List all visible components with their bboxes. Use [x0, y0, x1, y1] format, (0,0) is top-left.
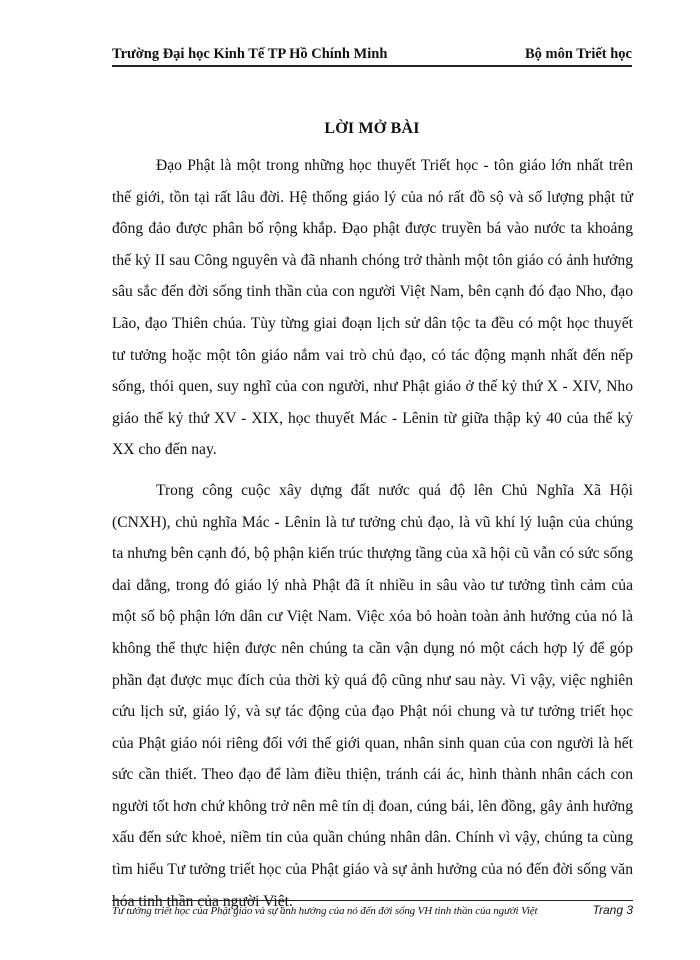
- page-number: Trang 3: [592, 903, 633, 917]
- header-department: Bộ môn Triết học: [524, 46, 632, 62]
- page-header: [112, 43, 632, 67]
- page-footer: [112, 900, 633, 918]
- body-text: [112, 150, 633, 917]
- header-university: Trường Đại học Kinh Tế TP Hồ Chính Minh: [112, 46, 388, 62]
- paragraph-2: Trong công cuộc xây dựng đất nước quá độ lên Chủ Nghĩa Xã Hội (CNXH), chủ nghĩa Mác - Lênin là tư tưởng chủ đạo, là vũ khí lý luận của chúng ta nhưng bên cạnh đó, bộ phận kiến trúc thượng tầng của xã hội cũ vẫn có sức sống dai dẳng, trong đó giáo lý nhà Phật đã ít nhiều in sâu vào tư tưởng tình cảm của một số bộ phận lớn dân cư Việt Nam. Việc xóa bỏ hoàn toàn ảnh hưởng của nó là không thể thực hiện được nên chúng ta cần vận dụng nó một cách hợp lý để góp phần đạt được mục đích của thời kỳ quá độ cũng như sau này. Vì vậy, việc nghiên cứu lịch sử, giáo lý, và sự tác động của đạo Phật nói chung và tư tưởng triết học của Phật giáo nói riêng đối với thế giới quan, nhân sinh quan của con người là hết sức cần thiết. Theo đạo để làm điều thiện, tránh cái ác, hình thành nhân cách con người tốt hơn chứ không trở nên mê tín dị đoan, cúng bái, lên đồng, gây ảnh hưởng xấu đến sức khoẻ, niềm tin của quần chúng nhân dân. Chính vì vậy, chúng ta cùng tìm hiểu Tư tưởng triết học của Phật giáo và sự ảnh hưởng của nó đến đời sống văn hóa tinh thần của người Việt.: [112, 481, 633, 910]
- footer-document-title: Tư tưởng triết học của Phật giáo và sự ảnh hưởng của nó đến đời sống VH tinh thần của người Việt: [112, 905, 538, 917]
- section-title: LỜI MỞ BÀI: [324, 120, 420, 137]
- paragraph-1: Đạo Phật là một trong những học thuyết Triết học - tôn giáo lớn nhất trên thế giới, tồn tại rất lâu đời. Hệ thống giáo lý của nó rất đồ sộ và số lượng phật tử đông đảo được phân bố rộng khắp. Đạo phật được truyền bá vào nước ta khoảng thế kỷ II sau Công nguyên và đã nhanh chóng trở thành một tôn giáo có ảnh hưởng sâu sắc đến đời sống tinh thần của con người Việt Nam, bên cạnh đó đạo Nho, đạo Lão, đạo Thiên chúa. Tùy từng giai đoạn lịch sử dân tộc ta đều có một học thuyết tư tưởng hoặc một tôn giáo nắm vai trò chủ đạo, có tác động mạnh nhất đến nếp sống, thói quen, suy nghĩ của con người, như Phật giáo ở thế kỷ thứ X - XIV, Nho giáo thế kỷ thứ XV - XIX, học thuyết Mác - Lênin từ giữa thập kỷ 40 của thế kỷ XX cho đến nay.: [112, 157, 633, 459]
